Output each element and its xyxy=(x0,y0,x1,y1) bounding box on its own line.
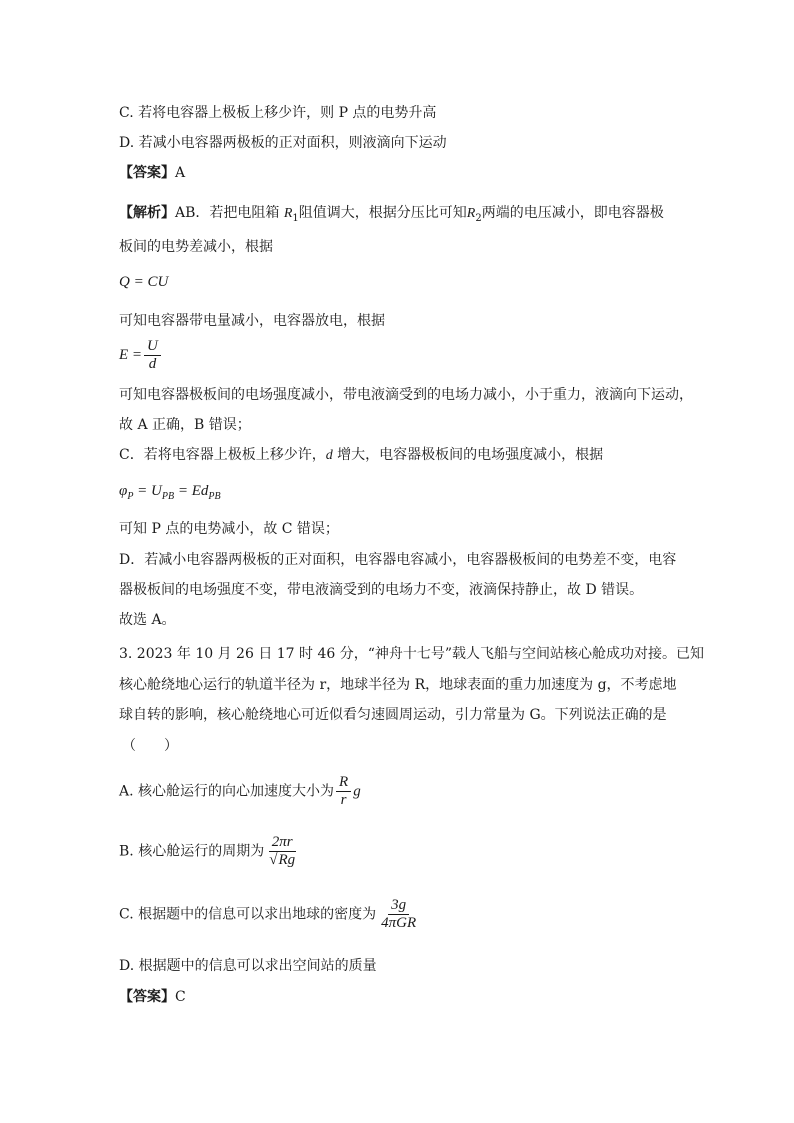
question-3-line-2: 核心舱绕地心运行的轨道半径为 r，地球半径为 R，地球表面的重力加速度为 g，不考虑地 xyxy=(119,677,677,693)
option-c-denominator: 4πGR xyxy=(381,915,417,931)
question-3-blank: （ ） xyxy=(122,738,178,754)
option-a-denominator: r xyxy=(340,792,347,808)
option-a xyxy=(119,774,361,809)
analysis-text: 阻值调大，根据分压比可知 xyxy=(298,205,467,221)
eq2-numerator: U xyxy=(144,338,161,356)
option-b xyxy=(119,834,300,869)
option-c-fraction xyxy=(378,897,419,932)
analysis-text: C．若将电容器上极板上移少许， xyxy=(119,447,326,463)
equation-e-ud xyxy=(119,338,163,373)
analysis-line-3: 可知电容器带电量减小，电容器放电，根据 xyxy=(119,313,385,329)
u-subscript: PB xyxy=(161,491,175,502)
eq3-end: = Ed xyxy=(174,483,209,499)
analysis-line-9: 器极板间的电场强度不变，带电液滴受到的电场力不变，液滴保持静止，故 D 错误。 xyxy=(119,582,644,598)
analysis-line-10: 故选 A。 xyxy=(119,612,176,628)
option-a-numerator: R xyxy=(336,774,351,792)
option-b-denominator: √Rg xyxy=(269,852,296,868)
option-d-previous: D. 若减小电容器两极板的正对面积，则液滴向下运动 xyxy=(119,135,447,151)
analysis-line-8: D．若减小电容器两极板的正对面积，电容器电容减小，电容器极板间的电势差不变，电容 xyxy=(119,552,677,568)
option-a-fraction xyxy=(336,774,351,809)
option-d: D. 根据题中的信息可以求出空间站的质量 xyxy=(119,958,377,974)
analysis-line-7: 可知 P 点的电势减小，故 C 错误； xyxy=(119,521,339,537)
analysis-text: 两端的电压减小，即电容器极 xyxy=(481,205,664,221)
answer xyxy=(119,988,186,1006)
eq2-lhs: E = xyxy=(119,346,143,363)
phi-symbol: φ xyxy=(119,483,128,499)
analysis-line-5: 故 A 正确，B 错误； xyxy=(119,417,251,433)
option-a-text: A. 核心舱运行的向心加速度大小为 xyxy=(119,783,335,800)
option-b-fraction xyxy=(266,834,298,869)
question-3-line-3: 球自转的影响，核心舱绕地心可近似看匀速圆周运动，引力常量为 G。下列说法正确的是 xyxy=(119,707,667,723)
option-c xyxy=(119,897,421,932)
analysis-line-2: 板间的电势差减小，根据 xyxy=(119,239,273,255)
option-b-radicand: Rg xyxy=(278,852,296,868)
option-c-previous: C. 若将电容器上极板上移少许，则 P 点的电势升高 xyxy=(119,105,437,121)
analysis-line-6 xyxy=(119,446,603,465)
analysis-text: 增大，电容器极板间的电场强度减小，根据 xyxy=(332,447,604,463)
answer-label: 【答案】 xyxy=(119,165,175,181)
eq2-denominator: d xyxy=(148,356,157,372)
phi-subscript: P xyxy=(127,491,134,502)
analysis-line-4: 可知电容器极板间的电场强度减小，带电液滴受到的电场力减小，小于重力，液滴向下运动， xyxy=(119,387,693,403)
r1-subscript: 1 xyxy=(292,212,299,224)
r2-symbol: R xyxy=(466,206,476,221)
answer-previous xyxy=(119,164,185,182)
equation-potential xyxy=(119,482,221,506)
option-c-text: C. 根据题中的信息可以求出地球的密度为 xyxy=(119,906,377,923)
option-b-numerator: 2πr xyxy=(269,834,296,852)
analysis-line-1 xyxy=(119,204,664,228)
eq3-middle: = U xyxy=(133,483,162,499)
r1-symbol: R xyxy=(283,206,293,221)
eq2-fraction xyxy=(144,338,161,373)
d-subscript: PB xyxy=(208,491,221,502)
analysis-text: AB．若把电阻箱 xyxy=(175,205,284,221)
d-symbol: d xyxy=(325,448,333,463)
r2-subscript: 2 xyxy=(475,212,482,224)
answer-value: C xyxy=(175,989,186,1005)
analysis-label: 【解析】 xyxy=(119,205,175,221)
equation-q-cu: Q = CU xyxy=(119,274,169,290)
question-3-line-1: 3. 2023 年 10 月 26 日 17 时 46 分，“神舟十七号”载人飞船与空间站核心舱成功对接。已知 xyxy=(119,646,705,662)
answer-label: 【答案】 xyxy=(119,989,175,1005)
option-c-numerator: 3g xyxy=(388,897,409,915)
option-b-text: B. 核心舱运行的周期为 xyxy=(119,843,265,860)
answer-value: A xyxy=(175,165,186,181)
option-a-g: g xyxy=(353,783,361,800)
